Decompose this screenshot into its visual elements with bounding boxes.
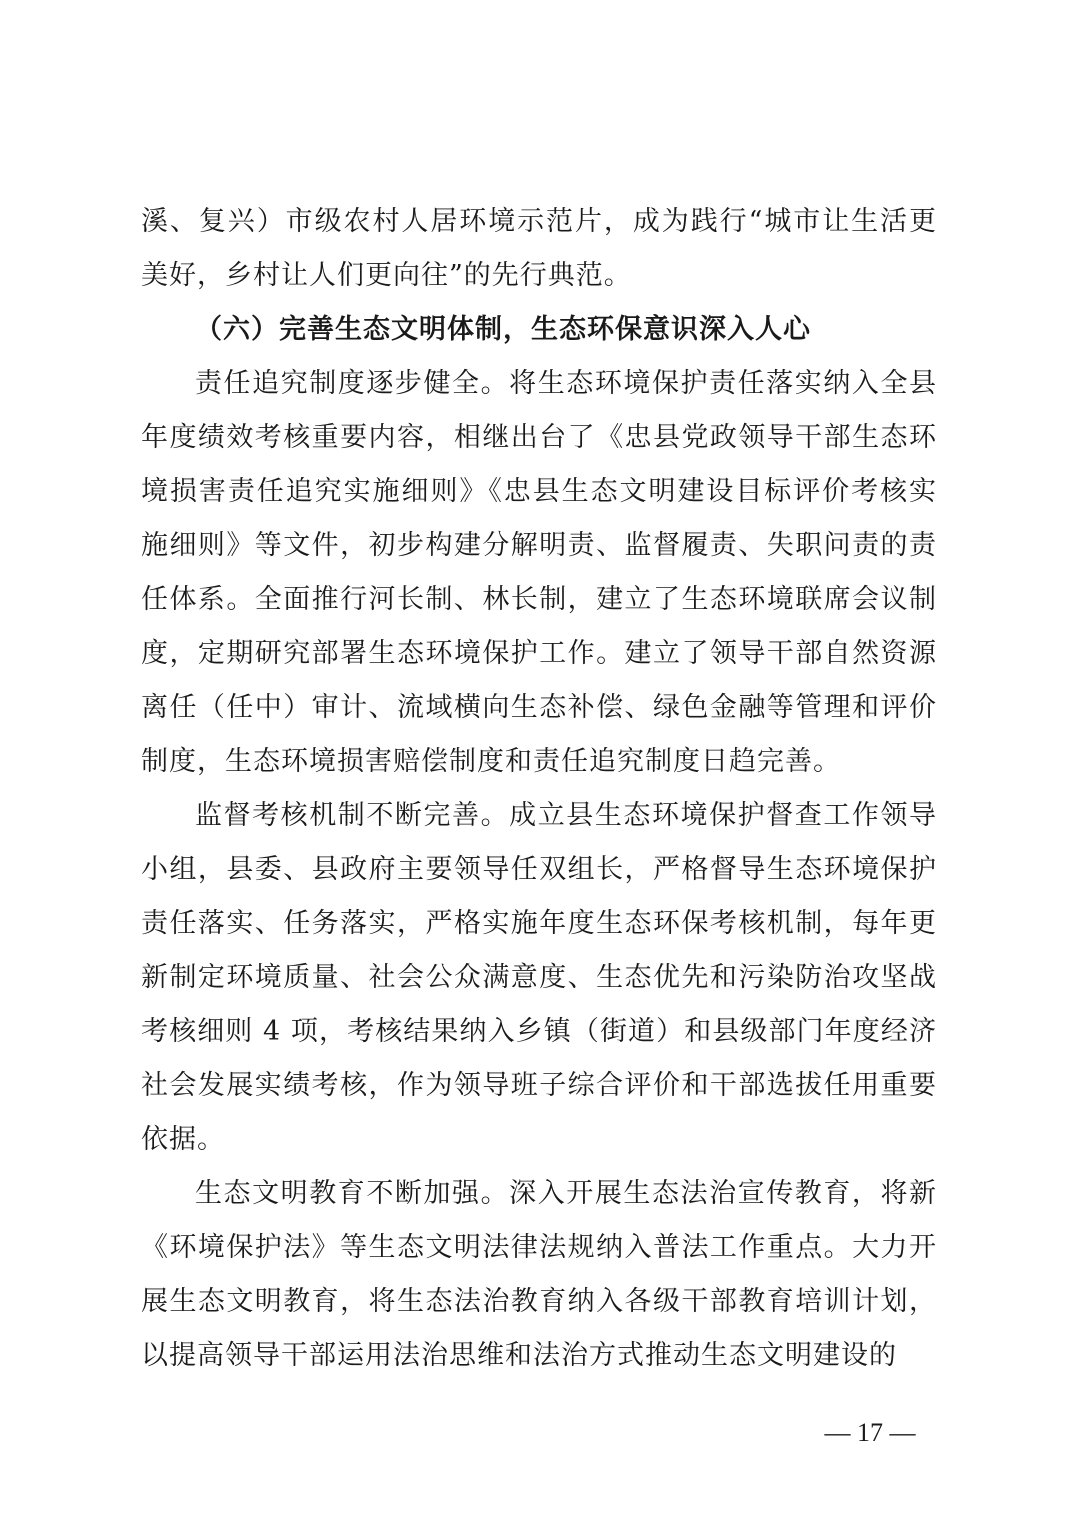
section-heading: （六）完善生态文明体制，生态环保意识深入人心: [195, 314, 811, 345]
paragraph-accountability: 责任追究制度逐步健全。将生态环境保护责任落实纳入全县年度绩效考核重要内容，相继出台了《忠县党政领导干部生态环境损害责任追究实施细则》《忠县生态文明建设目标评价考核实施细则》等文件，初步构建分解明责、监督履责、失职问责的责任体系。全面推行河长制、林长制，建立了生态环境联席会议制度，定期研究部署生态环境保护工作。建立了领导干部自然资源离任（任中）审计、流域横向生态补偿、绿色金融等管理和评价制度，生态环境损害赔偿制度和责任追究制度日趋完善。: [141, 368, 937, 777]
document-body: [141, 195, 937, 1383]
paragraph-supervision: 监督考核机制不断完善。成立县生态环境保护督查工作领导小组，县委、县政府主要领导任双组长，严格督导生态环境保护责任落实、任务落实，严格实施年度生态环保考核机制，每年更新制定环境质量、社会公众满意度、生态优先和污染防治攻坚战考核细则 4 项，考核结果纳入乡镇（街道）和县级部门年度经济社会发展实绩考核，作为领导班子综合评价和干部选拔任用重要依据。: [141, 800, 937, 1155]
page-number: — 17 —: [824, 1418, 916, 1447]
paragraph-education: 生态文明教育不断加强。深入开展生态法治宣传教育，将新《环境保护法》等生态文明法律法规纳入普法工作重点。大力开展生态文明教育，将生态法治教育纳入各级干部教育培训计划，以提高领导干部运用法治思维和法治方式推动生态文明建设的: [141, 1178, 937, 1371]
paragraph-continuation: 溪、复兴）市级农村人居环境示范片，成为践行“城市让生活更美好，乡村让人们更向往”的先行典范。: [141, 206, 937, 291]
